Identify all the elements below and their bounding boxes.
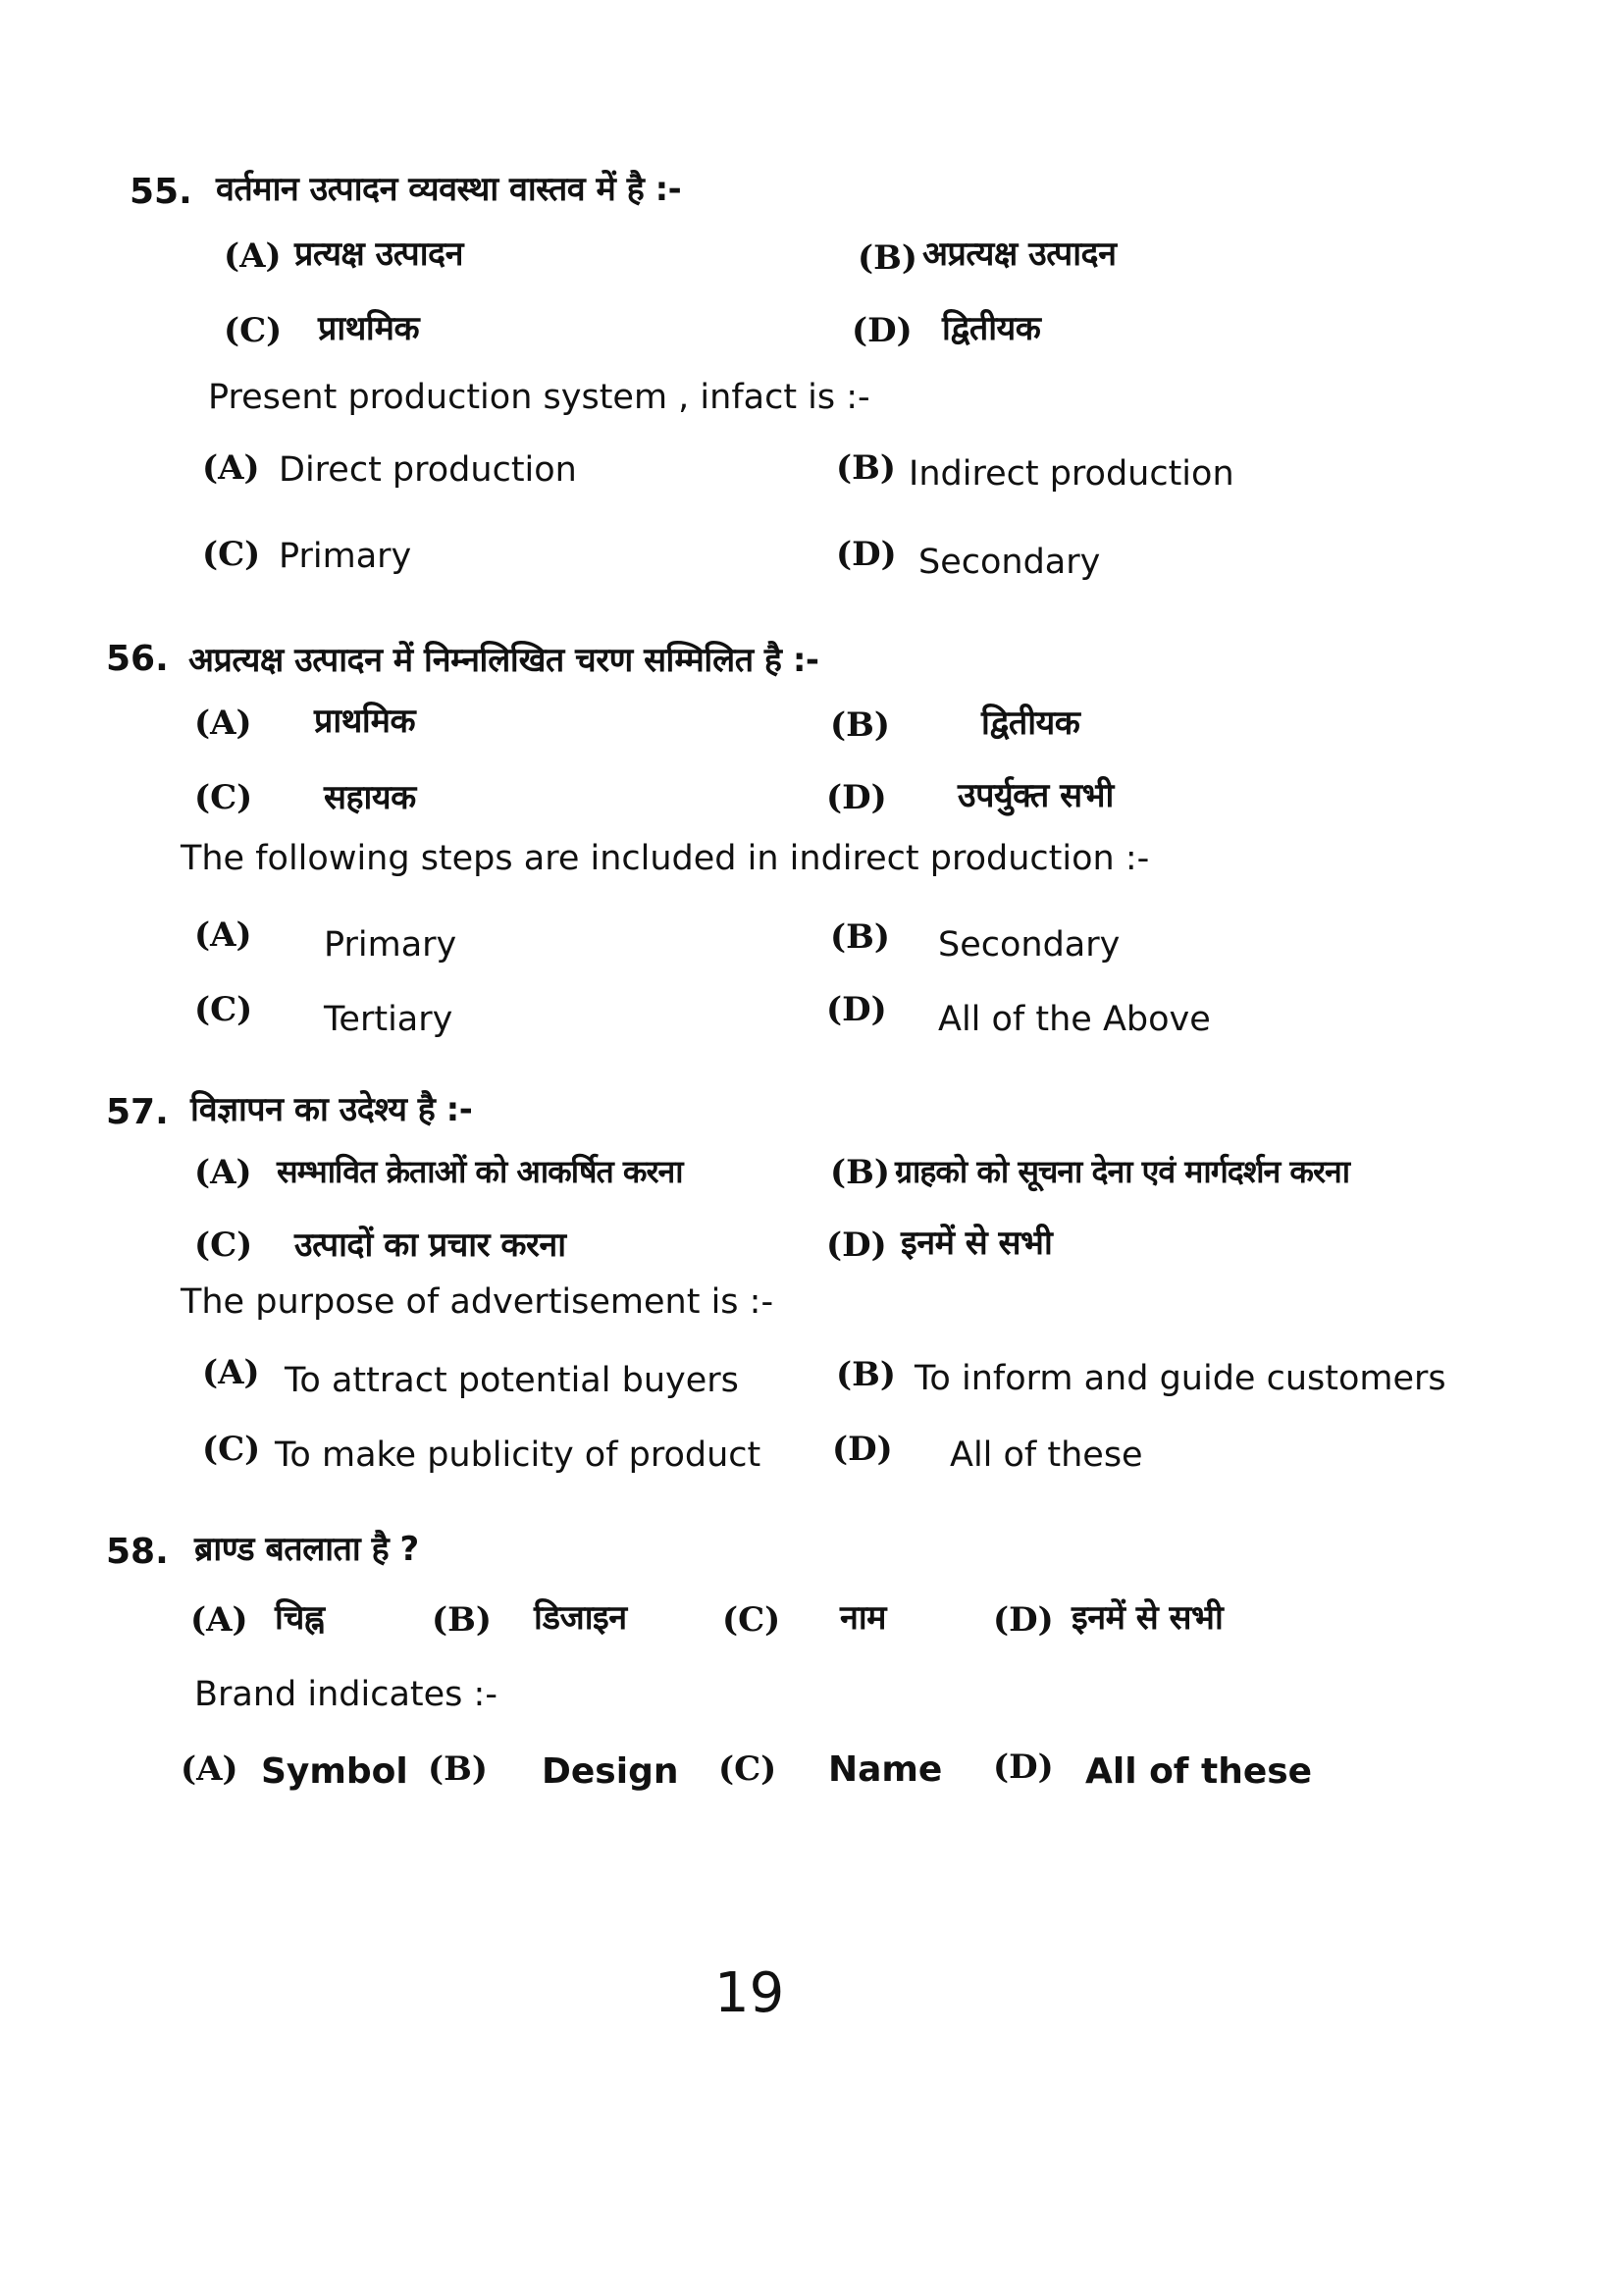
option-label: (D): [836, 535, 897, 574]
option-label: (C): [194, 1226, 253, 1265]
option-label: (C): [202, 535, 261, 574]
english-option-b: Indirect production: [909, 454, 1234, 494]
english-option-d: Secondary: [918, 543, 1101, 582]
english-question-stem: The following steps are included in indirect production :-: [181, 839, 1150, 878]
option-label: (B): [830, 917, 890, 957]
english-option-d: All of the Above: [938, 1000, 1211, 1039]
option-label: (C): [224, 311, 283, 350]
hindi-option-d: इनमें से सभी: [901, 1224, 1053, 1263]
hindi-option-b: ग्राहको को सूचना देना एवं मार्गदर्शन करना: [895, 1153, 1350, 1190]
question-number: 56.: [106, 639, 169, 679]
english-question-stem: Present production system , infact is :-: [208, 378, 870, 417]
hindi-option-a: चिह्न: [275, 1598, 325, 1638]
option-label: (A): [181, 1749, 238, 1789]
question-number: 58.: [106, 1532, 169, 1572]
english-option-b: Secondary: [938, 925, 1121, 965]
hindi-option-c: सहायक: [324, 778, 416, 817]
option-label: (A): [224, 236, 282, 276]
option-label: (C): [202, 1430, 261, 1469]
option-label: (C): [718, 1749, 777, 1789]
option-label: (B): [428, 1749, 488, 1789]
hindi-question-stem: अप्रत्यक्ष उत्पादन में निम्नलिखित चरण सम्मिलित है :-: [188, 641, 819, 680]
english-option-a: Symbol: [261, 1751, 408, 1792]
english-option-c: Primary: [279, 537, 412, 576]
hindi-question-stem: वर्तमान उत्पादन व्यवस्था वास्तव में है :-: [216, 170, 682, 209]
english-option-d: All of these: [1085, 1751, 1313, 1792]
hindi-option-b: द्वितीयक: [981, 704, 1080, 743]
english-option-c: Tertiary: [324, 1000, 453, 1039]
english-option-b: Design: [542, 1751, 679, 1792]
option-label: (B): [432, 1600, 492, 1640]
option-label: (B): [830, 1153, 890, 1192]
option-label: (A): [202, 448, 260, 488]
option-label: (B): [830, 705, 890, 745]
english-option-c: Name: [828, 1749, 943, 1790]
english-option-c: To make publicity of product: [275, 1435, 761, 1475]
option-label: (A): [190, 1600, 248, 1640]
option-label: (A): [194, 704, 252, 743]
english-option-a: Direct production: [279, 450, 577, 490]
option-label: (C): [194, 778, 253, 817]
option-label: (D): [993, 1748, 1054, 1787]
hindi-option-b: अप्रत्यक्ष उत्पादन: [922, 235, 1117, 274]
question-number: 55.: [130, 172, 192, 212]
english-option-d: All of these: [950, 1435, 1143, 1475]
question-number: 57.: [106, 1092, 169, 1132]
option-label: (C): [194, 990, 253, 1029]
hindi-question-stem: विज्ञापन का उदेश्य है :-: [190, 1090, 473, 1129]
hindi-option-d: द्वितीयक: [942, 309, 1041, 348]
hindi-option-d: इनमें से सभी: [1072, 1598, 1224, 1638]
option-label: (C): [722, 1600, 781, 1640]
option-label: (B): [858, 238, 917, 278]
english-option-a: To attract potential buyers: [285, 1361, 739, 1400]
hindi-option-c: नाम: [840, 1598, 887, 1638]
option-label: (D): [832, 1430, 893, 1469]
hindi-option-c: उत्पादों का प्रचार करना: [294, 1226, 566, 1265]
english-question-stem: The purpose of advertisement is :-: [181, 1282, 774, 1322]
option-label: (D): [826, 990, 887, 1029]
hindi-option-c: प्राथमिक: [318, 309, 420, 348]
hindi-option-a: सम्भावित क्रेताओं को आकर्षित करना: [277, 1153, 683, 1190]
hindi-option-a: प्राथमिक: [314, 702, 416, 741]
hindi-option-d: उपर्युक्त सभी: [958, 776, 1114, 815]
option-label: (B): [836, 448, 896, 488]
option-label: (D): [852, 311, 913, 350]
english-question-stem: Brand indicates :-: [194, 1675, 497, 1714]
option-label: (A): [202, 1353, 260, 1392]
option-label: (D): [826, 1226, 887, 1265]
option-label: (A): [194, 1153, 252, 1192]
page-number: 19: [714, 1961, 785, 2025]
option-label: (D): [826, 778, 887, 817]
hindi-option-a: प्रत्यक्ष उत्पादन: [294, 235, 463, 274]
hindi-option-b: डिजाइन: [534, 1598, 627, 1638]
english-option-b: To inform and guide customers: [915, 1359, 1446, 1398]
option-label: (A): [194, 915, 252, 955]
hindi-question-stem: ब्राण्ड बतलाता है ?: [194, 1530, 419, 1569]
english-option-a: Primary: [324, 925, 457, 965]
option-label: (D): [993, 1600, 1054, 1640]
option-label: (B): [836, 1355, 896, 1394]
